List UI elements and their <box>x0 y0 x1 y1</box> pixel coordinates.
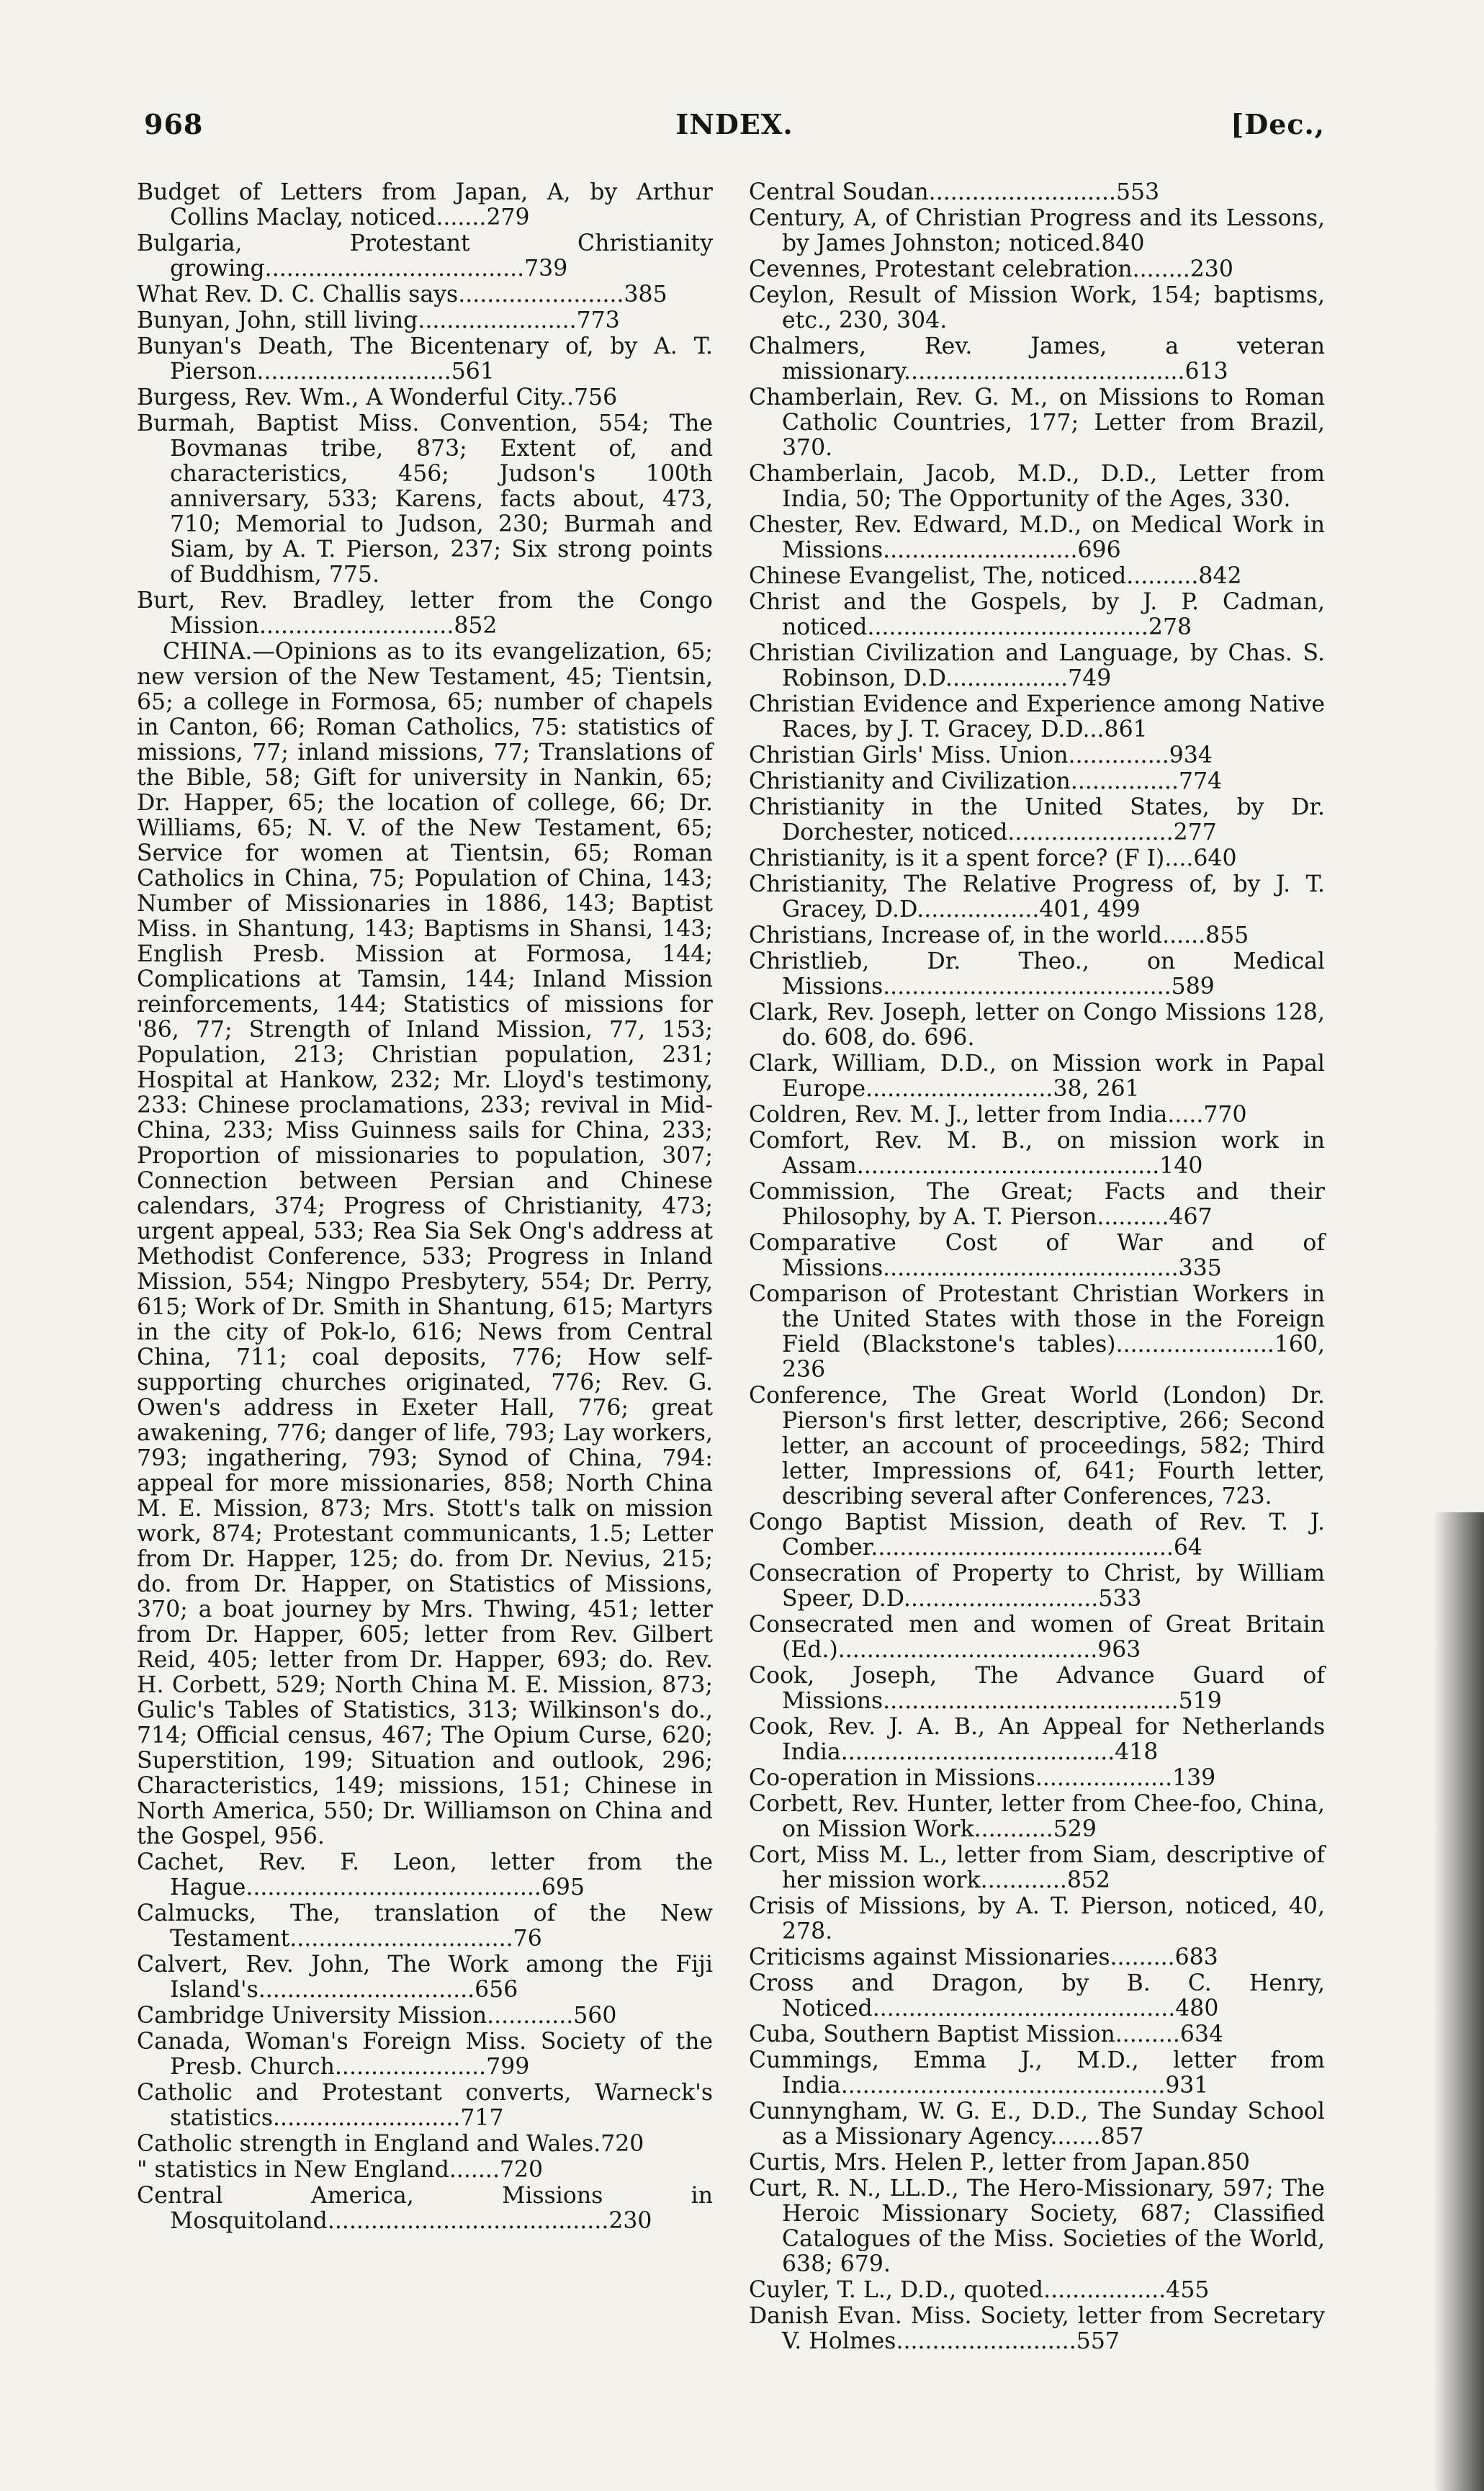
index-entry: Burgess, Rev. Wm., A Wonderful City..756 <box>137 385 618 410</box>
index-entry: Chinese Evangelist, The, noticed..........842 <box>749 563 1242 589</box>
index-entry: Canada, Woman's Foreign Miss. Society of the Presb. Church.....................799 <box>137 2029 713 2080</box>
index-entry: Clark, William, D.D., on Mission work in Papal Europe..........................38, 261 <box>749 1051 1325 1102</box>
index-entry: Consecrated men and women of Great Britain (Ed.)....................................963 <box>749 1612 1325 1663</box>
index-column-left <box>137 180 713 2235</box>
index-entry: Bunyan's Death, The Bicentenary of, by A. T. Pierson...........................561 <box>137 333 713 385</box>
index-entry: Cook, Rev. J. A. B., An Appeal for Netherlands India......................................418 <box>749 1714 1325 1765</box>
index-entry: Central Soudan..........................553 <box>749 179 1160 205</box>
index-entry: Christian Girls' Miss. Union..............934 <box>749 742 1213 768</box>
index-entry: Cachet, Rev. F. Leon, letter from the Hague.........................................695 <box>137 1849 713 1900</box>
index-entry: Chamberlain, Jacob, M.D., D.D., Letter from India, 50; The Opportunity of the Ages, 330. <box>749 461 1325 512</box>
index-entry: Comparative Cost of War and of Missions.........................................335 <box>749 1230 1325 1281</box>
index-entry: Crisis of Missions, by A. T. Pierson, noticed, 40, 278. <box>749 1893 1325 1944</box>
index-entry: Consecration of Property to Christ, by William Speer, D.D...........................533 <box>749 1561 1325 1612</box>
index-entry: Christian Civilization and Language, by Chas. S. Robinson, D.D.................749 <box>749 640 1325 691</box>
index-entry: Christianity, is it a spent force? (F I)....640 <box>749 845 1237 871</box>
index-entry: What Rev. D. C. Challis says.......................385 <box>137 282 667 308</box>
index-entry: Cunnyngham, W. G. E., D.D., The Sunday School as a Missionary Agency.......857 <box>749 2099 1325 2150</box>
running-head-month: [Dec., <box>1231 108 1325 140</box>
index-entry: Christians, Increase of, in the world......855 <box>749 923 1249 948</box>
index-entry: Corbett, Rev. Hunter, letter from Chee-foo, China, on Mission Work...........529 <box>749 1791 1325 1842</box>
index-entry: Burmah, Baptist Miss. Convention, 554; The Bovmanas tribe, 873; Extent of, and characteristics, 456; Judson's 100th anniversary, 533; Karens, facts about, 473, 710; Memorial to Judson, 230; Burmah and Siam, by A. T. Pierson, 237; Six strong points of Buddhism, 775. <box>137 410 713 588</box>
index-entry: Cook, Joseph, The Advance Guard of Missions.........................................519 <box>749 1663 1325 1714</box>
index-entry: Christlieb, Dr. Theo., on Medical Missions........................................589 <box>749 948 1325 1000</box>
index-entry: Christianity, The Relative Progress of, by J. T. Gracey, D.D.................401, 499 <box>749 871 1325 923</box>
index-entry: Central America, Missions in Mosquitoland.......................................230 <box>137 2183 713 2234</box>
index-entry: Comfort, Rev. M. B., on mission work in Assam..........................................140 <box>749 1128 1325 1179</box>
index-entry: Cuba, Southern Baptist Mission.........634 <box>749 2021 1224 2047</box>
index-entry: Christ and the Gospels, by J. P. Cadman, noticed.......................................278 <box>749 589 1325 640</box>
index-entry: Century, A, of Christian Progress and its Lessons, by James Johnston; noticed.840 <box>749 205 1325 256</box>
index-entry: Chester, Rev. Edward, M.D., on Medical Work in Missions...........................696 <box>749 512 1325 563</box>
index-entry: Ceylon, Result of Mission Work, 154; baptisms, etc., 230, 304. <box>749 282 1325 333</box>
index-entry: Burt, Rev. Bradley, letter from the Congo Mission...........................852 <box>137 588 713 639</box>
index-entry: Commission, The Great; Facts and their Philosophy, by A. T. Pierson..........467 <box>749 1179 1325 1230</box>
index-entry: Cross and Dragon, by B. C. Henry, Noticed..........................................480 <box>749 1970 1325 2021</box>
index-entry: Cummings, Emma J., M.D., letter from India.............................................931 <box>749 2047 1325 2099</box>
index-entry: Co-operation in Missions...................139 <box>749 1765 1216 1791</box>
index-entry: Criticisms against Missionaries.........683 <box>749 1944 1218 1970</box>
index-entry: CHINA.—Opinions as to its evangelization, 65; new version of the New Testament, 45; Tientsin, 65; a college in Formosa, 65; number of chapels in Canton, 66; Roman Catholics, 75: statistics of missions, 77; inland missions, 77; Translations of the Bible, 58; Gift for university in Nankin, 65; Dr. Happer, 65; the location of college, 66; Dr. Williams, 65; N. V. of the New Testament, 65; Service for women at Tientsin, 65; Roman Catholics in China, 75; Population of China, 143; Number of Missionaries in 1886, 143; Baptist Miss. in Shantung, 143; Baptisms in Shansi, 143; English Presb. Mission at Formosa, 144; Complications at Tamsin, 144; Inland Mission reinforcements, 144; Statistics of missions for '86, 77; Strength of Inland Mission, 77, 153; Population, 213; Christian population, 231; Hospital at Hankow, 232; Mr. Lloyd's testimony, 233: Chinese proclamations, 233; revival in Mid-China, 233; Miss Guinness sails for China, 233; Proportion of missionaries to population, 307; Connection between Persian and Chinese calendars, 374; Progress of Christianity, 473; urgent appeal, 533; Rea Sia Sek Ong's address at Methodist Conference, 533; Progress in Inland Mission, 554; Ningpo Presbytery, 554; Dr. Perry, 615; Work of Dr. Smith in Shantung, 615; Martyrs in the city of Pok-lo, 616; News from Central China, 711; coal deposits, 776; How self-supporting churches originated, 776; Rev. G. Owen's address in Exeter Hall, 776; great awakening, 776; danger of life, 793; Lay workers, 793; ingathering, 793; Synod of China, 794: appeal for more missionaries, 858; North China M. E. Mission, 873; Mrs. Stott's talk on mission work, 874; Protestant communicants, 1.5; Letter from Dr. Happer, 125; do. from Dr. Nevius, 215; do. from Dr. Happer, on Statistics of Missions, 370; a boat journey by Mrs. Thwing, 451; letter from Dr. Happer, 605; letter from Rev. Gilbert Reid, 405; letter from Dr. Happer, 693; do. Rev. H. Corbett, 529; North China M. E. Mission, 873; Gulic's Tables of Statistics, 313; Wilkinson's do., 714; Official census, 467; The Opium Curse, 620; Superstition, 199; Situation and outlook, 296; Characteristics, 149; missions, 151; Chinese in North America, 550; Dr. Williamson on China and the Gospel, 956. <box>137 639 713 1849</box>
page-title: INDEX. <box>675 108 793 140</box>
index-entry: Calmucks, The, translation of the New Testament...............................76 <box>137 1900 713 1952</box>
index-entry: Chamberlain, Rev. G. M., on Missions to Roman Catholic Countries, 177; Letter from Brazil, 370. <box>749 385 1325 461</box>
page-number: 968 <box>144 108 204 140</box>
index-entry: Cambridge University Mission............560 <box>137 2003 617 2029</box>
index-entry: Cevennes, Protestant celebration........230 <box>749 256 1233 282</box>
index-entry: Catholic and Protestant converts, Warneck's statistics..........................717 <box>137 2080 713 2131</box>
index-entry: Clark, Rev. Joseph, letter on Congo Missions 128, do. 608, do. 696. <box>749 1000 1325 1051</box>
index-entry: Christian Evidence and Experience among Native Races, by J. T. Gracey, D.D...861 <box>749 691 1325 742</box>
index-entry: Calvert, Rev. John, The Work among the Fiji Island's..............................656 <box>137 1952 713 2003</box>
index-entry: Curt, R. N., LL.D., The Hero-Missionary, 597; The Heroic Missionary Society, 687; Classified Catalogues of the Miss. Societies of the World, 638; 679. <box>749 2176 1325 2277</box>
index-entry: Budget of Letters from Japan, A, by Arthur Collins Maclay, noticed.......279 <box>137 179 713 230</box>
index-entry: Cort, Miss M. L., letter from Siam, descriptive of her mission work............852 <box>749 1842 1325 1893</box>
page-header <box>144 108 1325 151</box>
index-entry: Comparison of Protestant Christian Workers in the United States with those in the Foreign Field (Blackstone's tables)......................160, 236 <box>749 1281 1325 1383</box>
index-entry: Conference, The Great World (London) Dr. Pierson's first letter, descriptive, 266; Second letter, an account of proceedings, 582; Third letter, Impressions of, 641; Fourth letter, describing several after Conferences, 723. <box>749 1383 1325 1509</box>
index-entry: Cuyler, T. L., D.D., quoted.................455 <box>749 2277 1210 2303</box>
page-edge-shadow <box>1434 1512 1484 2491</box>
index-entry: Chalmers, Rev. James, a veteran missionary.......................................613 <box>749 333 1325 385</box>
index-entry: Congo Baptist Mission, death of Rev. T. J. Comber..........................................64 <box>749 1509 1325 1561</box>
index-entry: Catholic strength in England and Wales.720 <box>137 2131 644 2157</box>
index-entry: " statistics in New England.......720 <box>137 2157 544 2183</box>
index-entry: Danish Evan. Miss. Society, letter from Secretary V. Holmes.........................557 <box>749 2303 1325 2354</box>
index-column-right <box>749 180 1325 2355</box>
index-entry: Christianity in the United States, by Dr. Dorchester, noticed.......................277 <box>749 794 1325 845</box>
index-entry: Bulgaria, Protestant Christianity growing....................................739 <box>137 230 713 282</box>
index-entry: Bunyan, John, still living......................773 <box>137 308 620 333</box>
index-entry: Coldren, Rev. M. J., letter from India.....770 <box>749 1102 1247 1128</box>
index-entry: Christianity and Civilization...............774 <box>749 768 1223 794</box>
index-entry: Curtis, Mrs. Helen P., letter from Japan.850 <box>749 2150 1250 2176</box>
